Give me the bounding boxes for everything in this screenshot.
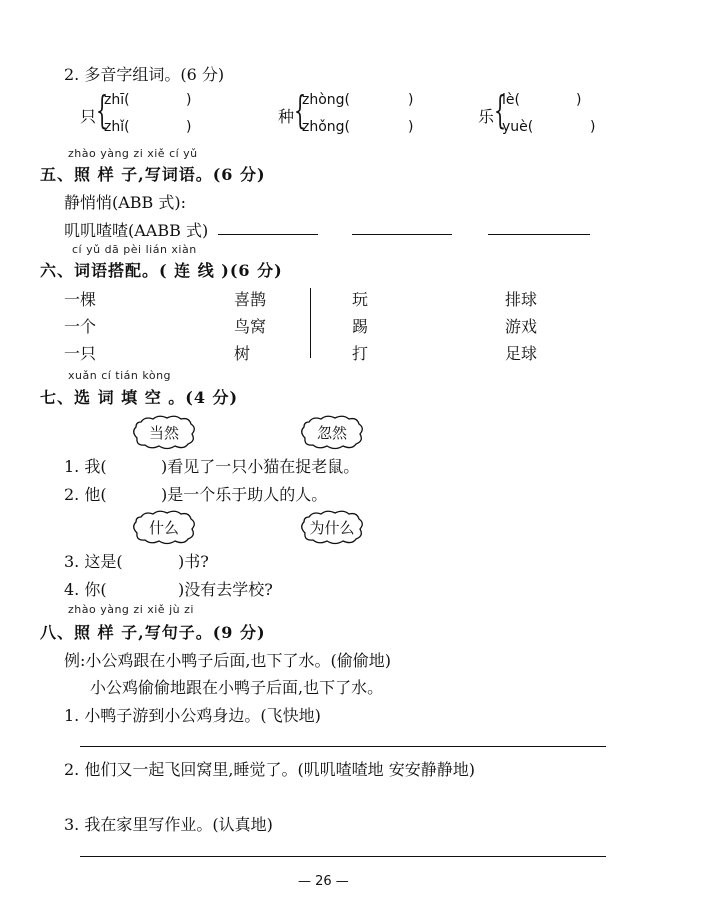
match-word: 排球 xyxy=(505,290,538,309)
fill-item-prefix: 3. 这是( xyxy=(64,552,123,571)
example-answer: 小公鸡偷偷地跟在小鸭子后面,也下了水。 xyxy=(90,678,384,697)
cloud-word: 当然 xyxy=(148,423,179,442)
match-word: 一只 xyxy=(64,344,97,363)
example-sentence: 例:小公鸡跟在小鸭子后面,也下了水。(偷偷地) xyxy=(64,651,391,670)
fill-item-suffix: )没有去学校? xyxy=(178,580,273,599)
fill-item-suffix: )是一个乐于助人的人。 xyxy=(161,485,328,504)
page-number: — 26 — xyxy=(298,874,349,889)
pinyin-reading: zhī( xyxy=(104,92,130,108)
match-word: 游戏 xyxy=(505,317,538,336)
blank-close: ) xyxy=(186,92,192,108)
cloud-word: 忽然 xyxy=(316,423,347,442)
question-line: 2. 他们又一起飞回窝里,睡觉了。(叽叽喳喳地 安安静静地) xyxy=(64,760,476,779)
blank-close: ) xyxy=(408,92,414,108)
q2-title: 2. 多音字组词。(6 分) xyxy=(64,65,225,84)
pinyin-reading: lè( xyxy=(502,92,520,108)
answer-line xyxy=(352,234,452,235)
section-title: 六、词语搭配。( 连 线 )(6 分) xyxy=(40,261,283,280)
match-word: 一个 xyxy=(64,317,97,336)
pinyin-reading: zhǐ( xyxy=(104,119,130,135)
word-cloud xyxy=(299,414,365,450)
section-pinyin: cí yǔ dā pèi lián xiàn xyxy=(72,243,197,256)
pinyin-reading: yuè( xyxy=(502,119,534,135)
match-word: 打 xyxy=(352,344,369,363)
polyphone-char: 乐 xyxy=(478,107,495,126)
section-title: 五、照 样 子,写词语。(6 分) xyxy=(40,165,266,184)
section-pinyin: zhào yàng zi xiě jù zi xyxy=(68,603,194,616)
exercise-line: 静悄悄(ABB 式): xyxy=(64,193,187,212)
question-line: 3. 我在家里写作业。(认真地) xyxy=(64,815,273,834)
brace-icon: { xyxy=(294,88,307,132)
fill-item-prefix: 4. 你( xyxy=(64,580,107,599)
section-title: 七、选 词 填 空 。(4 分) xyxy=(40,388,239,407)
fill-item-suffix: )看见了一只小猫在捉老鼠。 xyxy=(161,457,360,476)
match-word: 踢 xyxy=(352,317,369,336)
exercise-line: 叽叽喳喳(AABB 式) xyxy=(64,221,209,240)
match-word: 一棵 xyxy=(64,290,97,309)
question-line: 1. 小鸭子游到小公鸡身边。(飞快地) xyxy=(64,706,321,725)
word-cloud xyxy=(131,509,197,545)
polyphone-char: 只 xyxy=(80,107,97,126)
match-word: 鸟窝 xyxy=(234,317,267,336)
cloud-word: 什么 xyxy=(148,518,179,537)
answer-line xyxy=(488,234,590,235)
brace-icon: { xyxy=(494,88,507,132)
section-pinyin: xuǎn cí tián kòng xyxy=(68,369,172,382)
divider xyxy=(310,288,311,358)
match-word: 玩 xyxy=(352,290,369,309)
match-word: 树 xyxy=(234,344,251,363)
word-cloud xyxy=(131,414,197,450)
section-title: 八、照 样 子,写句子。(9 分) xyxy=(40,623,266,642)
blank-close: ) xyxy=(408,119,414,135)
polyphone-char: 种 xyxy=(278,107,295,126)
section-pinyin: zhào yàng zi xiě cí yǔ xyxy=(68,147,198,160)
match-word: 喜鹊 xyxy=(234,290,267,309)
word-cloud xyxy=(299,509,365,545)
pinyin-reading: zhòng( xyxy=(302,92,351,108)
cloud-word: 为什么 xyxy=(309,518,355,537)
fill-item-prefix: 1. 我( xyxy=(64,457,107,476)
pinyin-reading: zhǒng( xyxy=(302,119,351,135)
answer-line xyxy=(80,856,606,857)
match-word: 足球 xyxy=(505,344,538,363)
blank-close: ) xyxy=(590,119,596,135)
fill-item-suffix: )书? xyxy=(178,552,209,571)
answer-line xyxy=(80,746,606,747)
brace-icon: { xyxy=(96,88,109,132)
fill-item-prefix: 2. 他( xyxy=(64,485,107,504)
blank-close: ) xyxy=(186,119,192,135)
blank-close: ) xyxy=(576,92,582,108)
answer-line xyxy=(218,234,318,235)
